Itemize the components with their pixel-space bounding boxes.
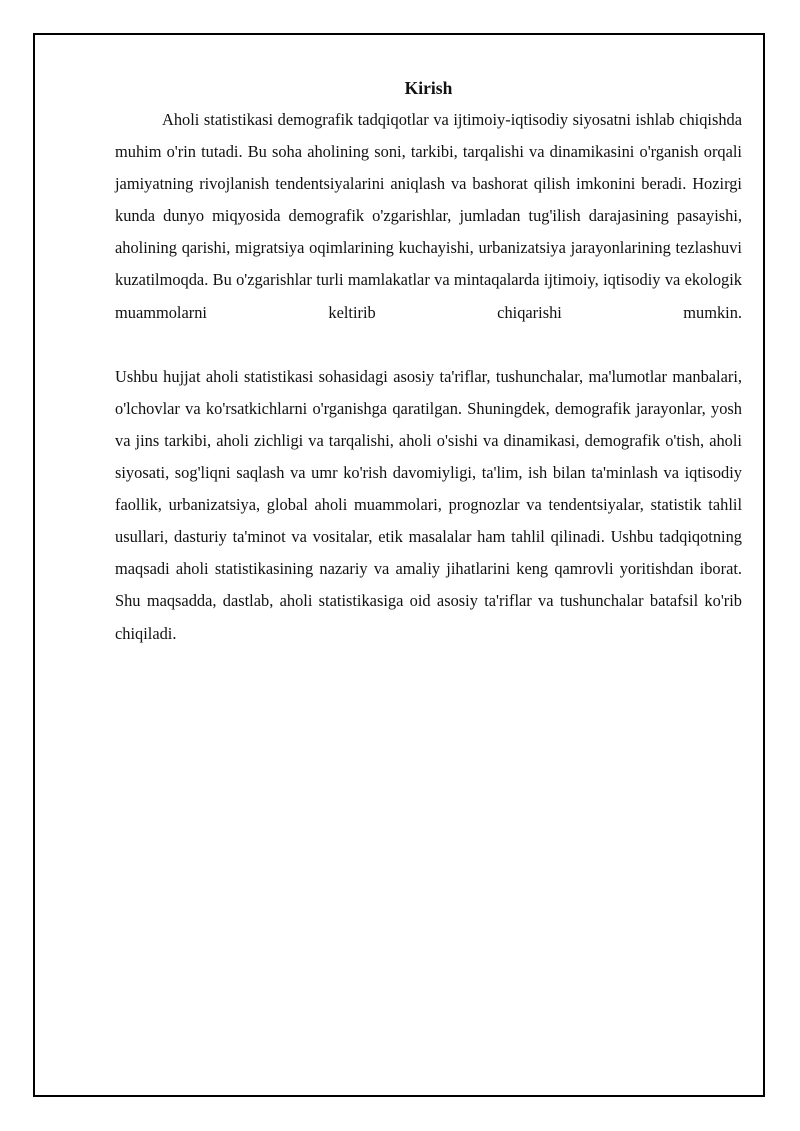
document-body: [115, 72, 742, 650]
paragraph-intro: Aholi statistikasi demografik tadqiqotlar va ijtimoiy-iqtisodiy siyosatni ishlab chiqishda muhim o'rin tutadi. Bu soha aholining soni, tarkibi, tarqalishi va dinamikasini o'rganish orqali jamiyatning rivojlanish tendentsiyalarini aniqlash va bashorat qilish imkonini beradi. Hozirgi kunda dunyo miqyosida demografik o'zgarishlar, jumladan tug'ilish darajasining pasayishi, aholining qarishi, migratsiya oqimlarining kuchayishi, urbanizatsiya jarayonlarining tezlashuvi kuzatilmoqda. Bu o'zgarishlar turli mamlakatlar va mintaqalarda ijtimoiy, iqtisodiy va ekologik muammolarni keltirib chiqarishi mumkin.: [115, 110, 742, 322]
document-title: Kirish: [404, 78, 453, 98]
paragraph-scope: Ushbu hujjat aholi statistikasi sohasidagi asosiy ta'riflar, tushunchalar, ma'lumotlar manbalari, o'lchovlar va ko'rsatkichlarni o'rganishga qaratilgan. Shuningdek, demografik jarayonlar, yosh va jins tarkibi, aholi zichligi va tarqalishi, aholi o'sishi va dinamikasi, demografik o'tish, aholi siyosati, sog'liqni saqlash va umr ko'rish davomiyligi, ta'lim, ish bilan ta'minlash va iqtisodiy faollik, urbanizatsiya, global aholi muammolari, prognozlar va tendentsiyalar, statistik tahlil usullari, dasturiy ta'minot va vositalar, etik masalalar ham tahlil qilinadi. Ushbu tadqiqotning maqsadi aholi statistikasining nazariy va amaliy jihatlarini keng qamrovli yoritishdan iborat. Shu maqsadda, dastlab, aholi statistikasiga oid asosiy ta'riflar va tushunchalar batafsil ko'rib chiqiladi.: [115, 366, 742, 643]
paragraph-spacer: [115, 329, 742, 361]
